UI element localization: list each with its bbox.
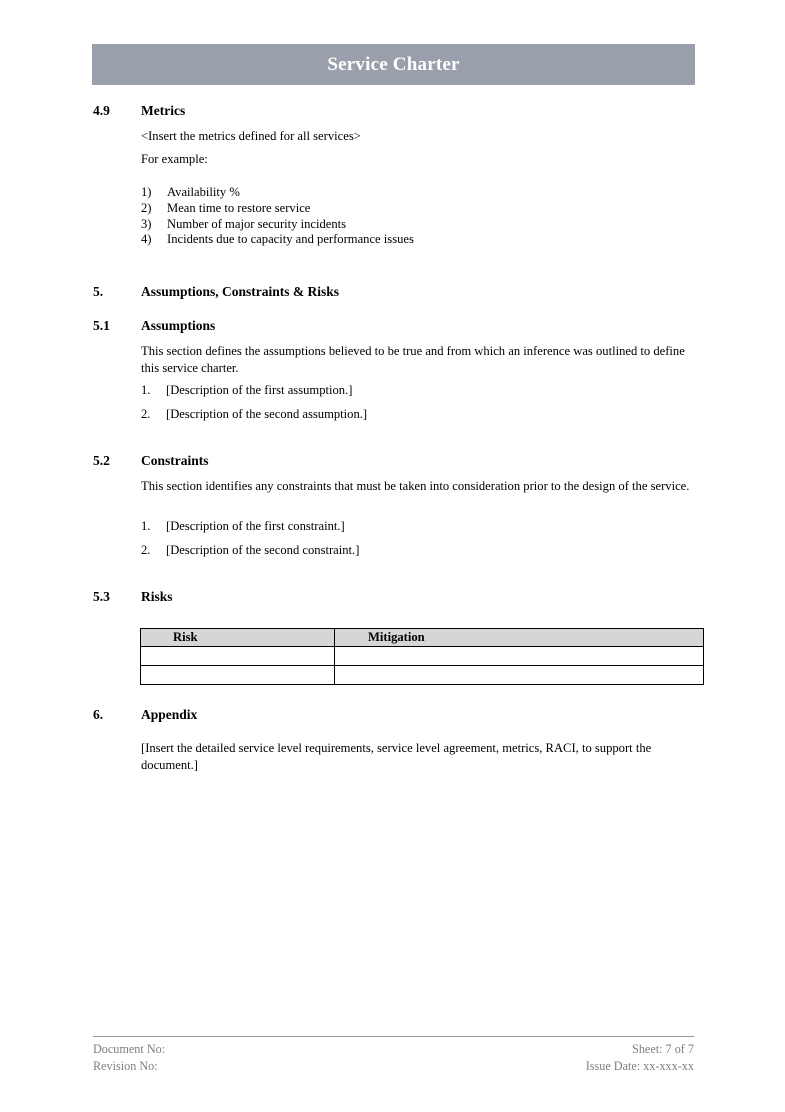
section-number: 5. <box>93 284 104 299</box>
appendix-body: [Insert the detailed service level requirements, service level agreement, metrics, RACI, to support the document.] <box>141 741 652 772</box>
table-cell-mitigation[interactable] <box>335 666 704 685</box>
list-text: Availability % <box>167 185 240 199</box>
footer-issue-date: Issue Date: xx-xxx-xx <box>585 1059 694 1073</box>
list-item <box>141 542 696 558</box>
footer-row-revision <box>93 1058 694 1075</box>
footer-revision-no: Revision No: <box>93 1059 158 1073</box>
list-marker: 1. <box>141 383 151 397</box>
section-number: 4.9 <box>93 103 110 118</box>
column-header-mitigation <box>335 629 704 647</box>
section-title: Appendix <box>141 707 198 722</box>
list-text: Number of major security incidents <box>167 216 347 231</box>
list-item <box>141 185 696 201</box>
list-text: [Description of the first assumption.] <box>166 383 353 397</box>
list-item <box>141 201 696 217</box>
list-text: [Description of the second constraint.] <box>166 543 360 557</box>
footer-divider <box>93 1036 694 1037</box>
list-item <box>141 518 696 534</box>
page-header-banner <box>92 44 695 85</box>
list-marker: 1. <box>141 519 151 533</box>
table-cell-mitigation[interactable] <box>335 647 704 666</box>
metrics-example-label: For example: <box>141 152 208 166</box>
table-cell-risk[interactable] <box>141 666 335 685</box>
section-number: 5.2 <box>93 453 110 468</box>
list-item <box>141 382 696 398</box>
column-header-risk-label: Risk <box>173 630 198 644</box>
assumptions-body: This section defines the assumptions believed to be true and from which an inference was outlined to define this service charter. <box>141 344 685 375</box>
footer-sheet-number: Sheet: 7 of 7 <box>632 1042 694 1056</box>
constraints-body: This section identifies any constraints that must be taken into consideration prior to the design of the service. <box>141 479 690 493</box>
table-cell-risk[interactable] <box>141 647 335 666</box>
section-title: Assumptions, Constraints & Risks <box>141 284 340 299</box>
risks-table <box>140 628 704 685</box>
section-title: Assumptions <box>141 318 216 333</box>
list-item <box>141 406 696 422</box>
footer-row-document <box>93 1041 694 1058</box>
constraints-list <box>141 518 696 566</box>
page-title: Service Charter <box>327 53 460 75</box>
list-marker: 1) <box>141 185 152 199</box>
table-row <box>141 666 704 685</box>
list-item <box>141 232 696 248</box>
list-marker: 2) <box>141 200 152 215</box>
list-text: [Description of the second assumption.] <box>166 407 368 421</box>
section-number: 6. <box>93 707 104 722</box>
list-marker: 2. <box>141 407 151 421</box>
footer-document-no: Document No: <box>93 1042 166 1056</box>
section-title: Risks <box>141 589 173 604</box>
table-header-row <box>141 629 704 647</box>
list-item <box>141 217 696 233</box>
page-footer <box>93 1041 694 1075</box>
metrics-insert-note: <Insert the metrics defined for all services> <box>141 129 361 143</box>
list-text: Incidents due to capacity and performance issues <box>167 232 414 247</box>
list-text: [Description of the first constraint.] <box>166 519 345 533</box>
column-header-risk <box>141 629 335 647</box>
list-marker: 3) <box>141 216 152 231</box>
assumptions-list <box>141 382 696 430</box>
section-number: 5.1 <box>93 318 110 333</box>
metrics-list <box>141 185 696 248</box>
list-text: Mean time to restore service <box>167 200 311 215</box>
section-number: 5.3 <box>93 589 110 604</box>
list-marker: 2. <box>141 543 151 557</box>
table-row <box>141 647 704 666</box>
risks-table-head <box>141 629 704 647</box>
section-title: Constraints <box>141 453 209 468</box>
risks-table-body <box>141 647 704 685</box>
column-header-mitigation-label: Mitigation <box>368 630 425 644</box>
section-title: Metrics <box>141 103 186 118</box>
list-marker: 4) <box>141 232 152 247</box>
